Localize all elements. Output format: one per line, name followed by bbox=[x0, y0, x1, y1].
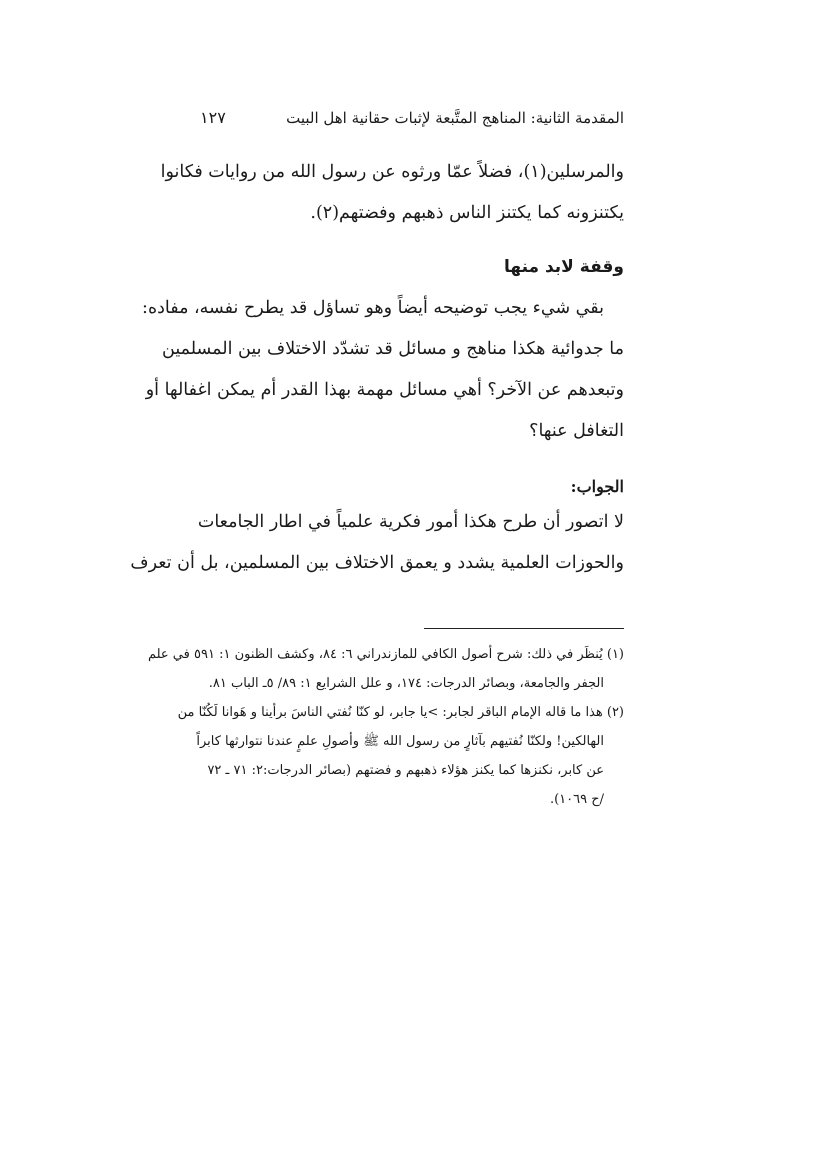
section-heading: وقفة لابد منها bbox=[503, 257, 624, 277]
footnote-divider bbox=[424, 628, 624, 629]
text-line: بقي شيء يجب توضيحه أيضاً وهو تساؤل قد يطرح نفسه، مفاده: bbox=[142, 298, 604, 318]
text-line: يكتنزونه كما يكتنز الناس ذهبهم وفضتهم(٢). bbox=[310, 203, 624, 223]
page-number: ١٢٧ bbox=[200, 108, 226, 127]
text-line: والحوزات العلمية يشدد و يعمق الاختلاف بين المسلمين، بل أن تعرف bbox=[130, 553, 624, 573]
footnote-1 bbox=[147, 640, 624, 698]
footnote-line: عن كابر، نكنزها كما يكنز هؤلاء ذهبهم و فضتهم (بصائر الدرجات:٢: ٧١ ـ ٧٢ bbox=[207, 763, 604, 778]
paragraph-1 bbox=[160, 152, 624, 234]
answer-heading: الجواب: bbox=[570, 477, 624, 496]
footnote-line: الهالكين! ولكنّا نُفتيهم بآثارٍ من رسول الله ﷺ وأصولِ علمٍ عندنا نتوارثها كابراً bbox=[196, 734, 604, 749]
footnote-line: (٢) هذا ما قاله الإمام الباقر لجابر: >يا جابر، لو كنّا نُفتي الناسَ برأينا و هَوانا لَكُنّا من bbox=[177, 705, 624, 720]
text-line: ما جدوائية هكذا مناهج و مسائل قد تشدّد الاختلاف بين المسلمين bbox=[162, 339, 624, 359]
text-line: لا اتصور أن طرح هكذا أمور فكرية علمياً في اطار الجامعات bbox=[197, 512, 624, 532]
running-header bbox=[200, 106, 624, 132]
footnotes bbox=[147, 640, 624, 814]
text-line: وتبعدهم عن الآخر؟ أهي مسائل مهمة بهذا القدر أم يمكن اغفالها أو bbox=[145, 380, 624, 400]
paragraph-2 bbox=[142, 288, 624, 452]
header-title: المقدمة الثانية: المناهج المتَّبعة لإثبات حقانية اهل البيت bbox=[286, 109, 624, 127]
footnote-line: /ح ١٠٦٩). bbox=[549, 792, 604, 807]
footnote-line: الجفر والجامعة، وبصائر الدرجات: ١٧٤، و علل الشرايع ١: ٨٩/ ٥ـ الباب ٨١. bbox=[208, 676, 604, 691]
text-line: والمرسلين(١)، فضلاً عمّا ورثوه عن رسول الله من روايات فكانوا bbox=[160, 162, 624, 182]
main-text bbox=[130, 152, 624, 584]
footnote-2 bbox=[177, 698, 624, 814]
paragraph-3 bbox=[130, 502, 624, 584]
footnote-line: (١) يُنظَر في ذلك: شرح أصول الكافي للمازندراني ٦: ٨٤، وكشف الظنون ١: ٥٩١ في علم bbox=[147, 647, 624, 662]
text-line: التغافل عنها؟ bbox=[529, 421, 624, 441]
